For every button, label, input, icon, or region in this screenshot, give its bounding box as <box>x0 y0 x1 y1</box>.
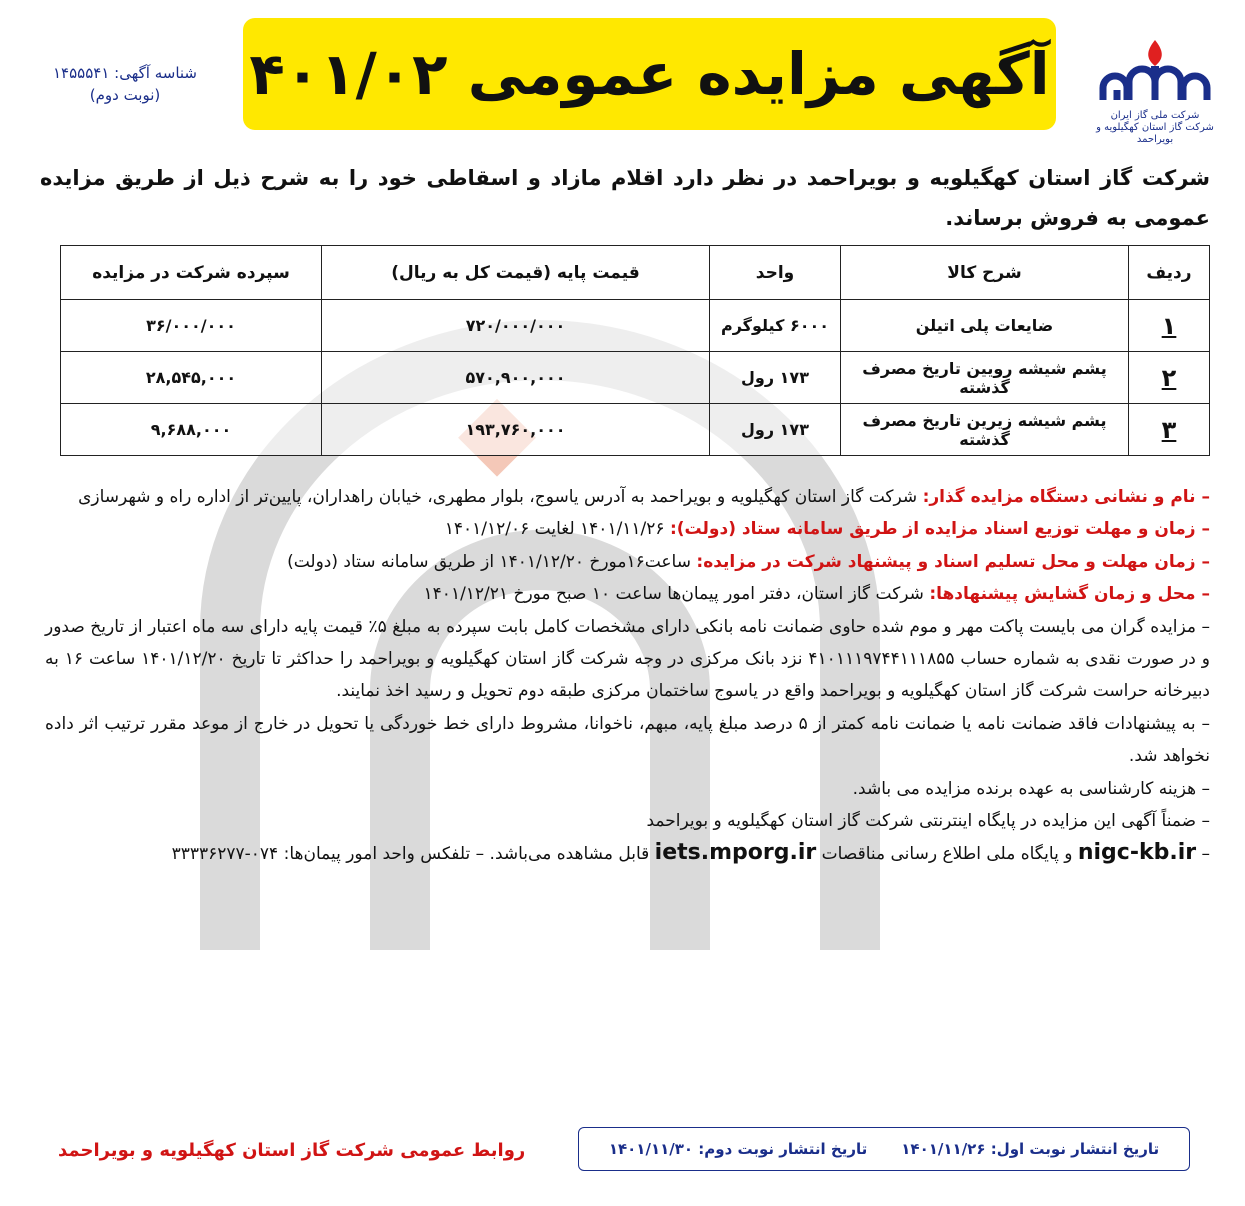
logo-caption-company: شرکت گاز استان کهگیلویه و بویراحمد <box>1096 122 1214 145</box>
table-row <box>61 404 1210 456</box>
notice-id: شناسه آگهی: ۱۴۵۵۵۴۱ <box>53 64 197 82</box>
header-unit: واحد <box>710 246 841 300</box>
opening-label: – محل و زمان گشایش پیشنهادها: <box>929 584 1210 605</box>
page-title: آگهی مزایده عمومی ۴۰۱/۰۲ <box>249 40 1050 108</box>
row-desc: پشم شیشه رویین تاریخ مصرف گذشته <box>841 352 1129 404</box>
opening-text: شرکت گاز استان، دفتر امور پیمان‌ها ساعت ۱۰ صبح مورخ ۱۴۰۱/۱۲/۲۱ <box>423 584 930 605</box>
organizer-text: شرکت گاز استان کهگیلویه و بویراحمد به آدرس یاسوج، بلوار مطهری، خیابان راهداران، پایین‌تر از اداره راه و شهرسازی <box>78 487 923 507</box>
body-item-opening <box>45 578 1210 610</box>
row-price: ۷۲۰/۰۰۰/۰۰۰ <box>322 300 710 352</box>
table-row <box>61 300 1210 352</box>
distribution-label: – زمان و مهلت توزیع اسناد مزایده از طریق سامانه ستاد (دولت): <box>669 519 1210 540</box>
row-deposit: ۳۶/۰۰۰/۰۰۰ <box>61 300 322 352</box>
title-banner <box>243 18 1056 130</box>
body-item-distribution <box>45 513 1210 545</box>
row-idx: ۲ <box>1129 352 1210 404</box>
publication-dates-box <box>578 1127 1190 1171</box>
header-price: قیمت پایه (قیمت کل به ریال) <box>322 246 710 300</box>
row-price: ۵۷۰,۹۰۰,۰۰۰ <box>322 352 710 404</box>
row-deposit: ۹,۶۸۸,۰۰۰ <box>61 404 322 456</box>
organizer-label: – نام و نشانی دستگاه مزایده گذار: <box>922 487 1210 507</box>
gas-flame-logo-icon <box>1095 36 1215 104</box>
table-header-row <box>61 246 1210 300</box>
websites-end-text: قابل مشاهده می‌باشد. – تلفکس واحد امور پیمان‌ها: ۰۷۴-۳۳۳۳۶۲۷۷ <box>171 844 655 865</box>
company-logo <box>1085 36 1225 146</box>
row-idx: ۳ <box>1129 404 1210 456</box>
notice-id-box <box>20 62 230 106</box>
notice-round: (نوبت دوم) <box>89 86 161 104</box>
site-link-iets[interactable]: iets.mporg.ir <box>654 840 817 866</box>
row-desc: پشم شیشه زیرین تاریخ مصرف گذشته <box>841 404 1129 456</box>
body-item-fee: – هزینه کارشناسی به عهده برنده مزایده می باشد. <box>852 778 1210 799</box>
row-price: ۱۹۳,۷۶۰,۰۰۰ <box>322 404 710 456</box>
table-row <box>61 352 1210 404</box>
intro-paragraph: شرکت گاز استان کهگیلویه و بویراحمد در نظر دارد اقلام مازاد و اسقاطی خود را به شرح ذیل از طریق مزایده عمومی به فروش برساند. <box>40 166 1210 230</box>
body-item-websites: – nigc-kb.ir و پایگاه ملی اطلاع رسانی مناقصات iets.mporg.ir قابل مشاهده می‌باشد. – تلفکس واحد امور پیمان‌ها: ۰۷۴-۳۳۳۳۶۲۷۷ <box>171 840 1210 866</box>
site-link-nigc[interactable]: nigc-kb.ir <box>1077 840 1197 866</box>
distribution-text: ۱۴۰۱/۱۱/۲۶ لغایت ۱۴۰۱/۱۲/۰۶ <box>444 519 670 540</box>
row-unit: ۱۷۳ رول <box>710 404 841 456</box>
header-desc: شرح کالا <box>841 246 1129 300</box>
row-deposit: ۲۸,۵۴۵,۰۰۰ <box>61 352 322 404</box>
row-desc: ضایعات پلی اتیلن <box>841 300 1129 352</box>
header-deposit: سپرده شرکت در مزایده <box>61 246 322 300</box>
submission-label: – زمان مهلت و محل تسلیم اسناد و پیشنهاد شرکت در مزایده: <box>696 551 1210 572</box>
public-relations-signature: روابط عمومی شرکت گاز استان کهگیلویه و بویراحمد <box>58 1140 526 1161</box>
logo-caption-parent: شرکت ملی گاز ایران <box>1110 110 1200 121</box>
websites-mid-text: و پایگاه ملی اطلاع رسانی مناقصات <box>816 844 1078 865</box>
body-item-organizer <box>45 481 1210 513</box>
publish-date-second: تاریخ انتشار نوبت دوم: ۱۴۰۱/۱۱/۳۰ <box>608 1140 868 1158</box>
row-idx: ۱ <box>1129 300 1210 352</box>
body-item-deposit: – مزایده گران می بایست پاکت مهر و موم شده حاوی ضمانت نامه بانکی دارای مشخصات کامل بابت سپرده به مبلغ ۵٪ قیمت پایه دارای سه ماه اعتبار از تاریخ صدور و در صورت نقدی به شماره حساب ۴۱۰۱۱۱۹۷۴۴۱۱۱۸۵۵ نزد بانک مرکزی در وجه شرکت گاز استان کهگیلویه و بویراحمد را حداکثر تا تاریخ ۱۴۰۱/۱۲/۲۰ ساعت ۱۶ به دبیرخانه حراست شرکت گاز استان کهگیلویه و بویراحمد واقع در یاسوج ساختمان مرکزی طبقه دوم تحویل و رسید اخذ نمایند. <box>45 616 1211 702</box>
header-idx: ردیف <box>1129 246 1210 300</box>
publish-date-first: تاریخ انتشار نوبت اول: ۱۴۰۱/۱۱/۲۶ <box>901 1140 1160 1158</box>
notice-body <box>45 481 1210 871</box>
body-item-submission <box>45 546 1210 578</box>
row-unit: ۶۰۰۰ کیلوگرم <box>710 300 841 352</box>
auction-items-table <box>60 245 1210 456</box>
body-item-publication: – ضمناً آگهی این مزایده در پایگاه اینترنتی شرکت گاز استان کهگیلویه و بویراحمد <box>646 811 1210 832</box>
row-unit: ۱۷۳ رول <box>710 352 841 404</box>
submission-text: ساعت۱۶مورخ ۱۴۰۱/۱۲/۲۰ از طریق سامانه ستاد (دولت) <box>287 551 697 572</box>
body-item-rejection: – به پیشنهادات فاقد ضمانت نامه یا ضمانت نامه کمتر از ۵ درصد مبلغ پایه، مبهم، ناخوانا، مشروط دارای خط خوردگی یا تحویل در خارج از موعد مقرر ترتیب اثر داده نخواهد شد. <box>45 713 1210 767</box>
